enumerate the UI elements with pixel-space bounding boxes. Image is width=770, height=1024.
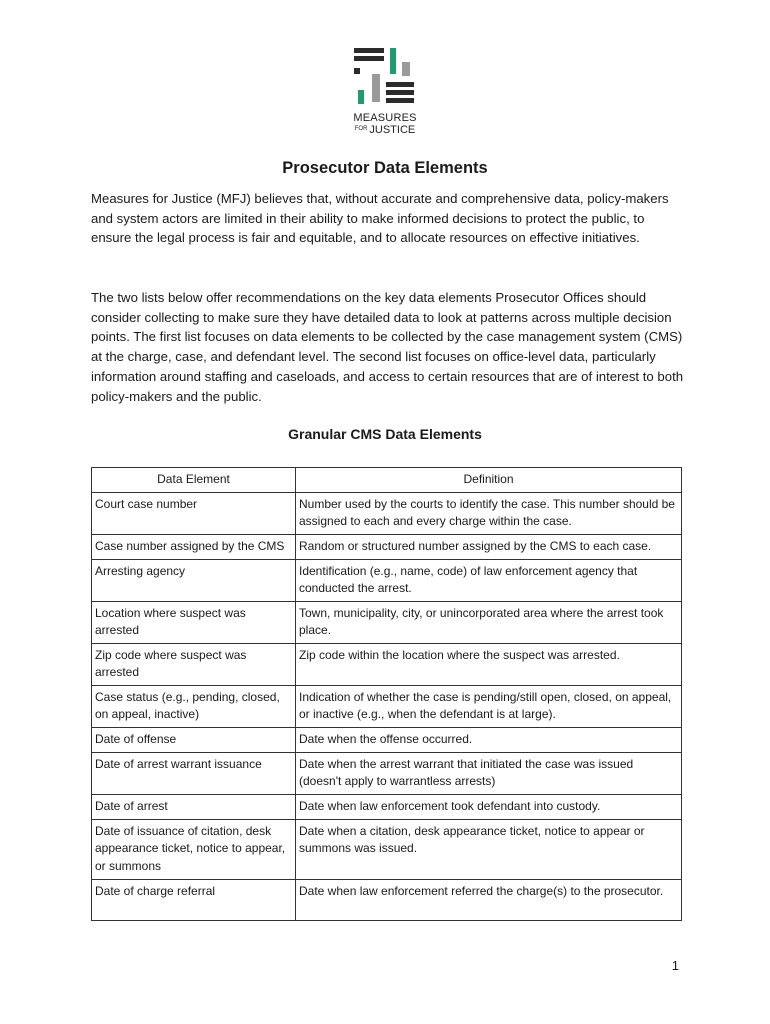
definition-cell: Date when the offense occurred. — [296, 727, 682, 752]
data-element-cell: Zip code where suspect was arrested — [92, 643, 296, 685]
data-element-cell: Date of arrest — [92, 794, 296, 819]
wordmark-measures: MEASURES — [353, 112, 417, 124]
table-row — [92, 819, 682, 879]
wordmark-justice: JUSTICE — [369, 124, 416, 136]
mfj-wordmark — [340, 113, 430, 136]
data-element-cell: Date of issuance of citation, desk appearance ticket, notice to appear, or summons — [92, 819, 296, 879]
wordmark-justice-line — [340, 125, 430, 136]
page-number: 1 — [671, 958, 679, 973]
header-data-element: Data Element — [92, 468, 296, 493]
data-element-cell: Date of arrest warrant issuance — [92, 752, 296, 794]
table-row — [92, 794, 682, 819]
data-element-cell: Date of offense — [92, 727, 296, 752]
document-title: Prosecutor Data Elements — [282, 159, 488, 177]
table-row — [92, 752, 682, 794]
data-element-cell: Case number assigned by the CMS — [92, 534, 296, 559]
definition-cell: Random or structured number assigned by the CMS to each case. — [296, 534, 682, 559]
wordmark-for: FOR — [354, 126, 368, 132]
definition-cell: Date when law enforcement took defendant into custody. — [296, 794, 682, 819]
mfj-logo-mark-icon — [352, 46, 418, 108]
section-title: Granular CMS Data Elements — [288, 426, 482, 442]
table-row — [92, 643, 682, 685]
definition-cell: Date when the arrest warrant that initiated the case was issued (doesn't apply to warrantless arrests) — [296, 752, 682, 794]
definition-cell: Date when law enforcement referred the charge(s) to the prosecutor. — [296, 879, 682, 920]
data-element-cell: Case status (e.g., pending, closed, on appeal, inactive) — [92, 685, 296, 727]
table-row — [92, 727, 682, 752]
definition-cell: Town, municipality, city, or unincorporated area where the arrest took place. — [296, 601, 682, 643]
lists-paragraph: The two lists below offer recommendations on the key data elements Prosecutor Offices should consider collecting to make sure they have detailed data to look at patterns across multiple decision points. The first list focuses on data elements to be collected by the case management system (CMS) at the charge, case, and defendant level. The second list focuses on office-level data, particularly information around staffing and caseloads, and access to certain resources that are of interest to both policy-makers and the public. — [91, 290, 684, 404]
header-definition: Definition — [296, 468, 682, 493]
definition-cell: Number used by the courts to identify the case. This number should be assigned to each and every charge within the case. — [296, 492, 682, 534]
definition-cell: Identification (e.g., name, code) of law enforcement agency that conducted the arrest. — [296, 559, 682, 601]
intro-paragraph: Measures for Justice (MFJ) believes that, without accurate and comprehensive data, policy-makers and system actors are limited in their ability to make informed decisions to protect the public, to ensure the legal process is fair and equitable, and to allocate resources on effective initiatives. — [91, 191, 669, 246]
data-element-cell: Location where suspect was arrested — [92, 601, 296, 643]
data-element-cell: Date of charge referral — [92, 879, 296, 920]
cms-data-elements-table — [91, 467, 682, 921]
table-row — [92, 601, 682, 643]
data-element-cell: Court case number — [92, 492, 296, 534]
data-element-cell: Arresting agency — [92, 559, 296, 601]
definition-cell: Indication of whether the case is pending/still open, closed, on appeal, or inactive (e.g., when the defendant is at large). — [296, 685, 682, 727]
table-row — [92, 559, 682, 601]
table-row — [92, 879, 682, 920]
definition-cell: Date when a citation, desk appearance ticket, notice to appear or summons was issued. — [296, 819, 682, 879]
table-row — [92, 492, 682, 534]
definition-cell: Zip code within the location where the suspect was arrested. — [296, 643, 682, 685]
table-row — [92, 685, 682, 727]
table-header-row — [92, 468, 682, 493]
table-row — [92, 534, 682, 559]
